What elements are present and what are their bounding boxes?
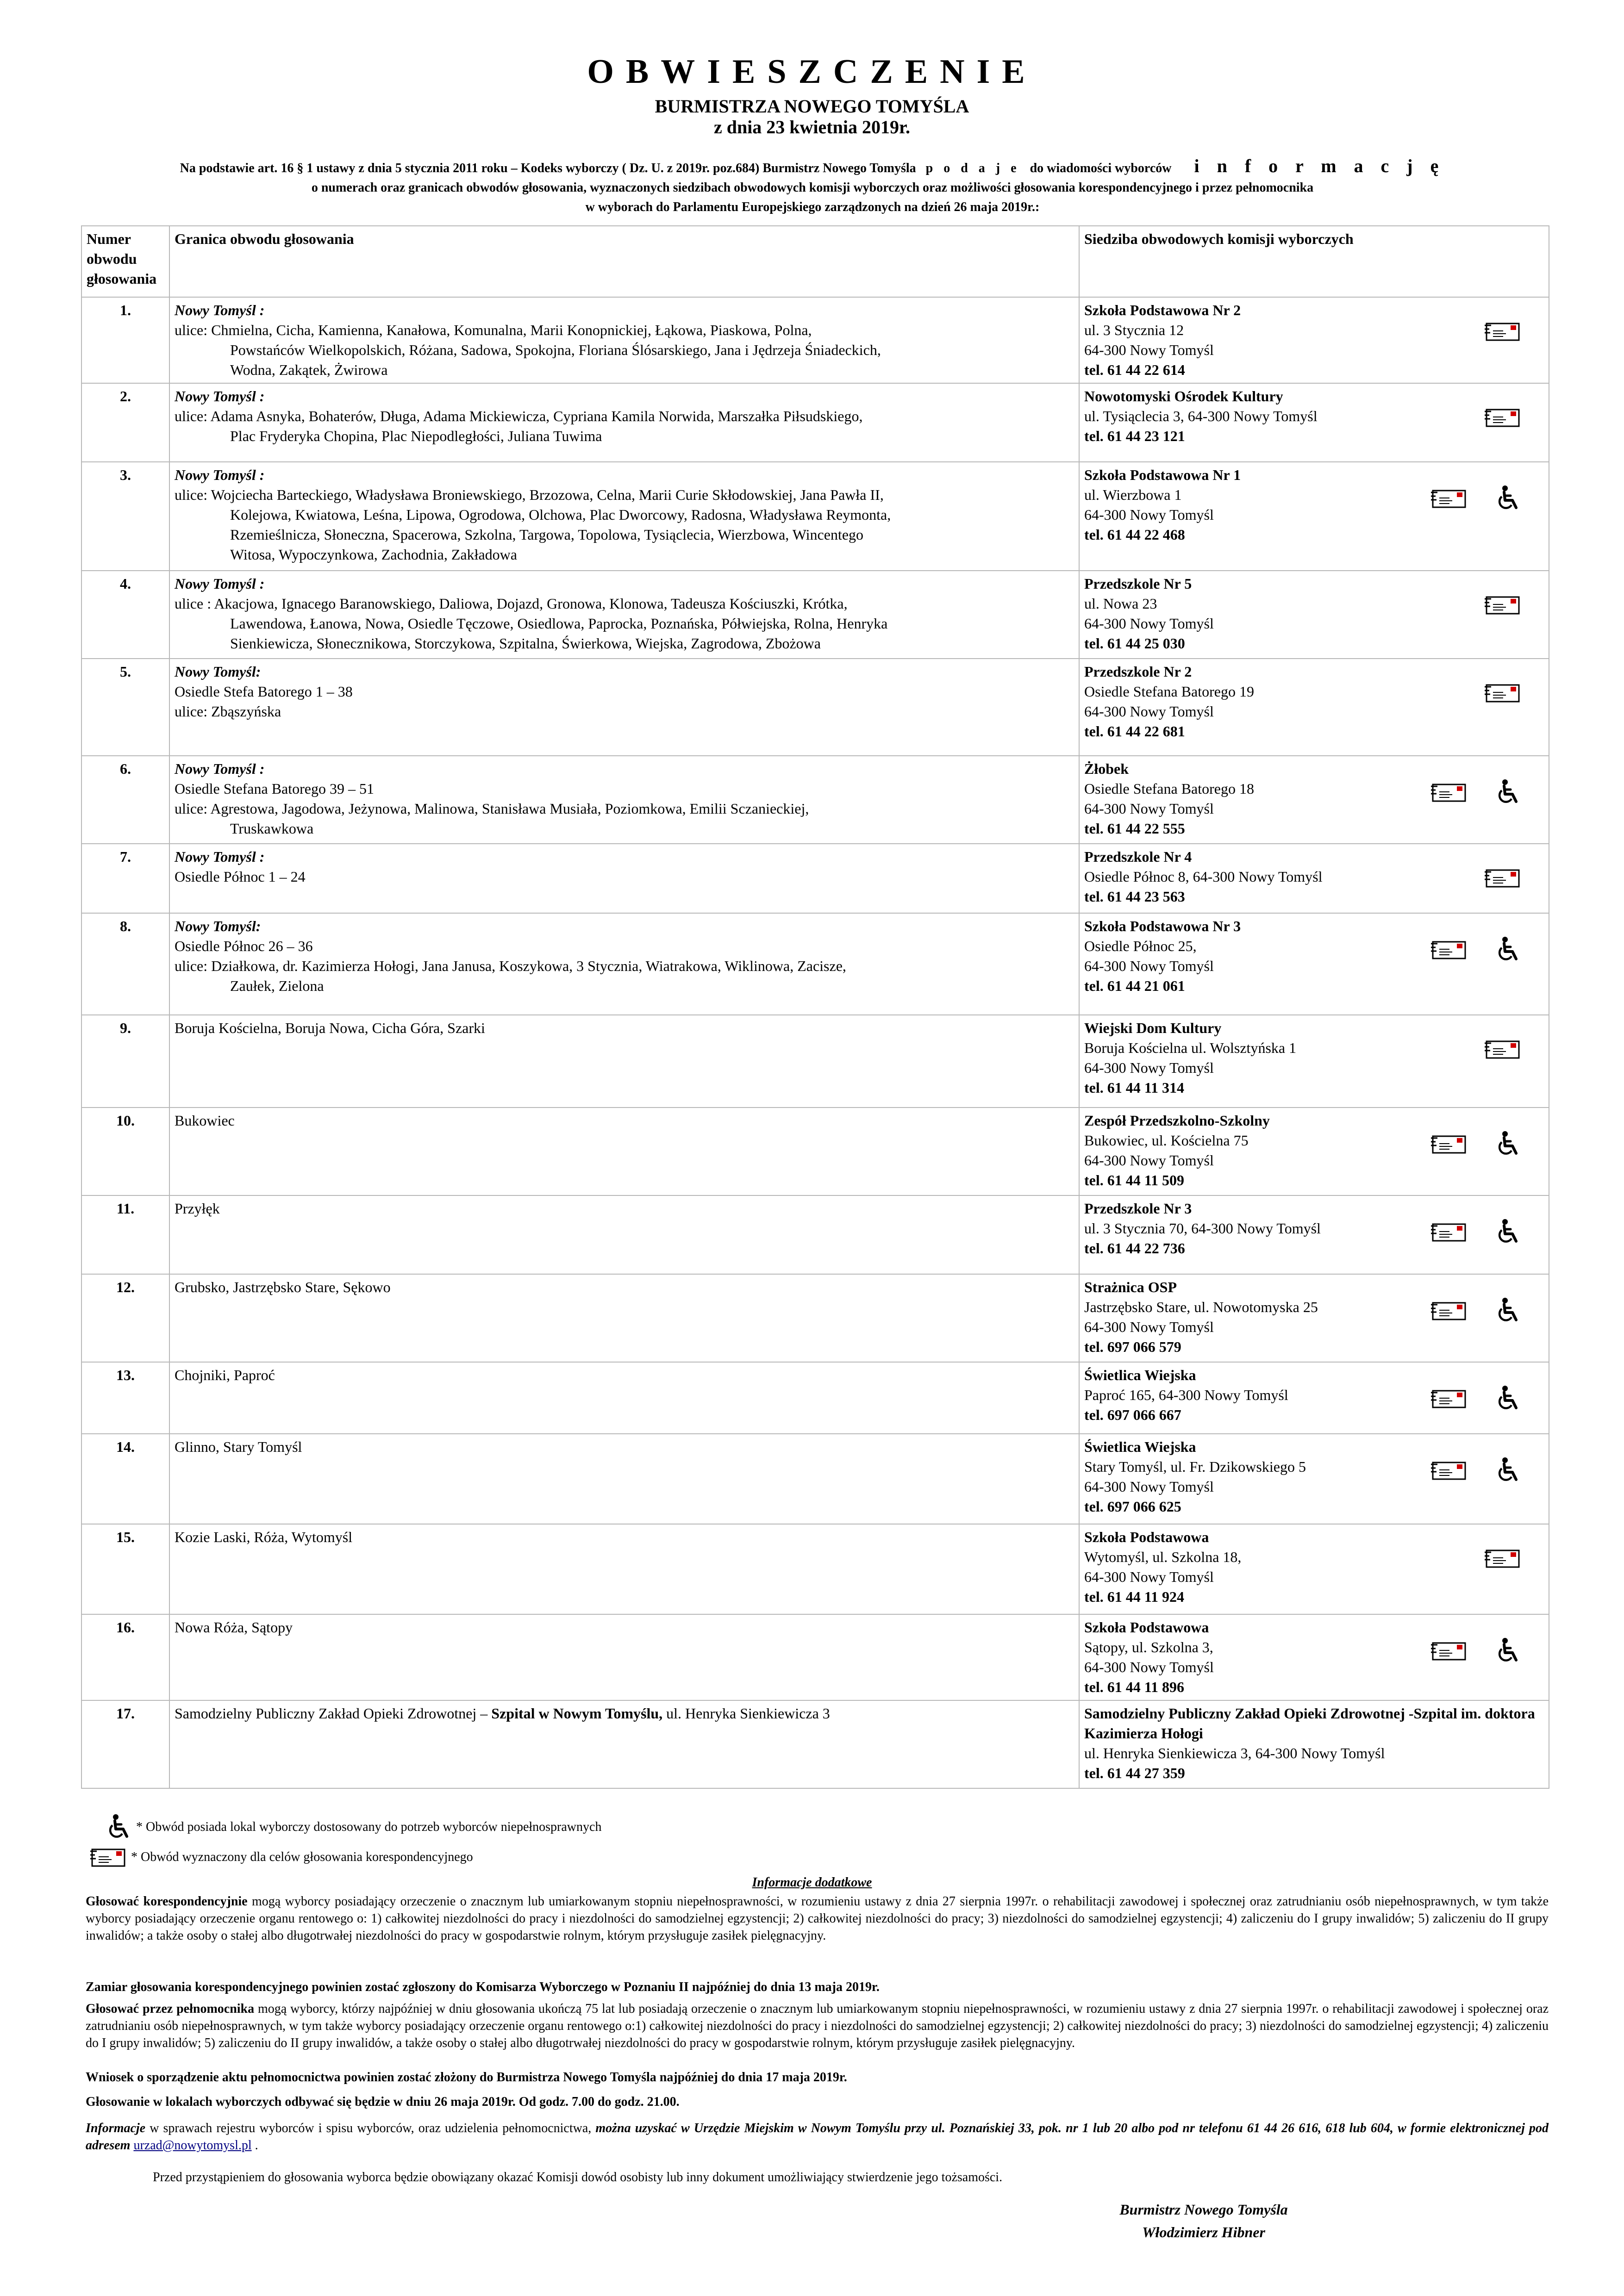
document-subtitle (0, 96, 1624, 138)
town-name: Nowy Tomyśl : (175, 467, 265, 483)
seat-phone: tel. 61 44 21 061 (1084, 977, 1185, 994)
seat-icons (1431, 937, 1521, 963)
envelope-icon (1431, 1221, 1467, 1243)
table-row (81, 1614, 1549, 1700)
seat-address: ul. 3 Stycznia 70, 64-300 Nowy Tomyśl (1084, 1220, 1321, 1237)
commission-seat (1079, 1195, 1549, 1274)
border-line: Plac Fryderyka Chopina, Plac Niepodległości, Juliana Tuwima (230, 428, 602, 444)
seat-phone: tel. 61 44 11 314 (1084, 1079, 1184, 1096)
commission-seat (1079, 1362, 1549, 1434)
envelope-icon (1485, 407, 1521, 428)
commission-seat (1079, 1108, 1549, 1195)
district-number: 17. (81, 1700, 169, 1788)
info-voting-hours: Głosowanie w lokalach wyborczych odbywać się będzie w dniu 26 maja 2019r. Od godz. 7.00 do godz. 21.00. (86, 2095, 680, 2109)
envelope-icon (1431, 1460, 1467, 1481)
border-line: Kolejowa, Kwiatowa, Leśna, Lipowa, Ogrodowa, Olchowa, Plac Dworcowy, Radosna, Władysława Reymonta, (230, 506, 891, 523)
border-line: Osiedle Stefana Batorego 39 – 51 (175, 780, 374, 797)
district-number: 6. (81, 756, 169, 844)
seat-name: Żłobek (1084, 760, 1129, 777)
document-title: OBWIESZCZENIE (587, 53, 1037, 91)
seat-name: Szkoła Podstawowa (1084, 1619, 1209, 1636)
district-number: 5. (81, 659, 169, 756)
border-line: Glinno, Stary Tomyśl (175, 1438, 302, 1455)
commission-seat (1079, 383, 1549, 462)
table-row (81, 1108, 1549, 1195)
district-number: 7. (81, 844, 169, 913)
seat-icons (1431, 485, 1521, 511)
town-name: Nowy Tomyśl : (175, 760, 265, 777)
town-name: Nowy Tomyśl : (175, 848, 265, 865)
district-number: 12. (81, 1274, 169, 1362)
seat-icons (1431, 1131, 1521, 1157)
hospital-pre: Samodzielny Publiczny Zakład Opieki Zdrowotnej – (175, 1705, 492, 1722)
table-row (81, 383, 1549, 462)
commission-seat (1079, 844, 1549, 913)
wheelchair-icon (106, 1814, 131, 1840)
wheelchair-icon (1496, 1638, 1521, 1664)
header-seat: Siedziba obwodowych komisji wyborczych (1079, 226, 1549, 297)
seat-phone: tel. 61 44 23 121 (1084, 428, 1185, 444)
envelope-icon (1431, 1388, 1467, 1409)
seat-icons (1485, 1548, 1521, 1569)
seat-address: ul. Tysiąclecia 3, 64-300 Nowy Tomyśl (1084, 408, 1318, 424)
seat-name: Szkoła Podstawowa Nr 2 (1084, 302, 1241, 318)
district-border (169, 462, 1079, 571)
table-row (81, 913, 1549, 1015)
commission-seat (1079, 571, 1549, 659)
envelope-icon (1485, 594, 1521, 616)
border-line: Zaułek, Zielona (230, 977, 324, 994)
table-row (81, 462, 1549, 571)
seat-phone: tel. 697 066 625 (1084, 1498, 1181, 1515)
wheelchair-icon (1496, 1131, 1521, 1157)
seat-address: ul. Henryka Sienkiewicza 3, 64-300 Nowy Tomyśl (1084, 1745, 1385, 1761)
table-row (81, 1195, 1549, 1274)
table-row (81, 1274, 1549, 1362)
info-correspondence-body: mogą wyborcy posiadający orzeczenie o znacznym lub umiarkowanym stopniu niepełnosprawności, w rozumieniu ustawy z dnia 27 sierpnia 1997r. o rehabilitacji zawodowej i społecznej oraz zatrudnianiu osób niepełnosprawnych, w tym także wyborcy posiadający orzeczenie organu rentowego o: 1) całkowitej niezdolności do pracy i niezdolności do samodzielnej egzystencji; 2) całkowitej niezdolności do pracy; 3) niezdolności do samodzielnej egzystencji; 4) zaliczeniu do I grupy inwalidów; 5) zaliczeniu do II grupy inwalidów; a także osoby o stałej albo długotrwałej niezdolności do pracy w gospodarstwie rolnym, którym przysługuje zasiłek pielęgnacyjny. (86, 1894, 1549, 1943)
seat-phone: tel. 61 44 23 563 (1084, 888, 1185, 905)
district-number: 3. (81, 462, 169, 571)
envelope-icon (1431, 1640, 1467, 1661)
hospital-post: ul. Henryka Sienkiewicza 3 (662, 1705, 830, 1722)
commission-seat (1079, 756, 1549, 844)
seat-phone: tel. 61 44 27 359 (1084, 1765, 1185, 1781)
commission-seat (1079, 462, 1549, 571)
seat-name: Przedszkole Nr 5 (1084, 575, 1192, 592)
district-border (169, 1195, 1079, 1274)
intro-line-2: o numerach oraz granicach obwodów głosowania, wyznaczonych siedzibach obwodowych komisji wyborczych oraz możliwości głosowania korespondencyjnego i przez pełnomocnika (311, 180, 1314, 195)
seat-phone: tel. 61 44 11 896 (1084, 1679, 1184, 1695)
seat-address: Osiedle Północ 25, (1084, 938, 1197, 954)
seat-icons (1431, 1638, 1521, 1664)
seat-address: Wytomyśl, ul. Szkolna 18, (1084, 1549, 1242, 1565)
district-border (169, 1614, 1079, 1700)
seat-phone: tel. 61 44 22 555 (1084, 820, 1185, 837)
seat-icons (1431, 1298, 1521, 1324)
commission-seat (1079, 1015, 1549, 1108)
border-line: ulice: Wojciecha Barteckiego, Władysława Broniewskiego, Brzozowa, Celna, Marii Curie Skłodowskiej, Jana Pawła II, (175, 486, 884, 503)
seat-address: Osiedle Północ 8, 64-300 Nowy Tomyśl (1084, 868, 1323, 885)
table-row (81, 756, 1549, 844)
seat-icons (1485, 407, 1521, 428)
border-line: Osiedle Północ 26 – 36 (175, 938, 313, 954)
border-line (175, 1704, 1074, 1724)
seat-address: 64-300 Nowy Tomyśl (1084, 800, 1214, 817)
seat-address: Jastrzębsko Stare, ul. Nowotomyska 25 (1084, 1299, 1318, 1315)
table-header-row (81, 226, 1549, 297)
seat-address: 64-300 Nowy Tomyśl (1084, 506, 1214, 523)
hospital-name: Szpital w Nowym Tomyślu, (491, 1705, 663, 1722)
seat-phone: tel. 61 44 11 924 (1084, 1588, 1184, 1605)
seat-name: Świetlica Wiejska (1084, 1438, 1196, 1455)
district-border (169, 1524, 1079, 1614)
district-border (169, 571, 1079, 659)
border-line: ulice: Agrestowa, Jagodowa, Jeżynowa, Malinowa, Stanisława Musiała, Poziomkowa, Emilii Sczanieckiej, (175, 800, 809, 817)
envelope-icon (1431, 939, 1467, 960)
issuer: BURMISTRZA NOWEGO TOMYŚLA (655, 96, 969, 117)
district-border (169, 844, 1079, 913)
table-row (81, 844, 1549, 913)
seat-address: Bukowiec, ul. Kościelna 75 (1084, 1132, 1249, 1149)
commission-seat (1079, 1274, 1549, 1362)
envelope-icon (1431, 1300, 1467, 1321)
commission-seat (1079, 1524, 1549, 1614)
info-correspondence-deadline: Zamiar głosowania korespondencyjnego powinien zostać zgłoszony do Komisarza Wyborczego w Poznaniu II najpóźniej do dnia 13 maja 2019r. (86, 1980, 880, 1994)
seat-name: Szkoła Podstawowa Nr 3 (1084, 918, 1241, 934)
seat-icons (1431, 779, 1521, 805)
district-border (169, 1015, 1079, 1108)
table-row (81, 1700, 1549, 1788)
seat-name: Strażnica OSP (1084, 1279, 1177, 1295)
seat-name: Szkoła Podstawowa Nr 1 (1084, 467, 1241, 483)
seat-address: 64-300 Nowy Tomyśl (1084, 1059, 1214, 1076)
district-number: 2. (81, 383, 169, 462)
seat-icons (1431, 1457, 1521, 1483)
border-line: ulice: Zbąszyńska (175, 703, 281, 720)
seat-name: Samodzielny Publiczny Zakład Opieki Zdrowotnej -Szpital im. doktora Kazimierza Hołogi (1084, 1705, 1535, 1742)
seat-name: Przedszkole Nr 2 (1084, 663, 1192, 680)
district-border (169, 383, 1079, 462)
envelope-icon (1431, 1133, 1467, 1155)
border-line: Bukowiec (175, 1112, 235, 1129)
seat-address: Osiedle Stefana Batorego 18 (1084, 780, 1254, 797)
envelope-icon (1431, 782, 1467, 803)
seat-address: ul. 3 Stycznia 12 (1084, 322, 1184, 338)
seat-phone: tel. 61 44 11 509 (1084, 1172, 1184, 1188)
seat-address: 64-300 Nowy Tomyśl (1084, 1659, 1214, 1675)
commission-seat (1079, 297, 1549, 383)
legend-wheelchair (106, 1814, 601, 1840)
seat-address: Osiedle Stefana Batorego 19 (1084, 683, 1254, 700)
commission-seat (1079, 1434, 1549, 1524)
table-row (81, 1362, 1549, 1434)
district-number: 11. (81, 1195, 169, 1274)
commission-seat (1079, 659, 1549, 756)
district-number: 14. (81, 1434, 169, 1524)
wheelchair-icon (1496, 937, 1521, 963)
info-correspondence (86, 1893, 1549, 1944)
seat-phone: tel. 61 44 22 614 (1084, 361, 1185, 378)
issue-date: z dnia 23 kwietnia 2019r. (713, 116, 911, 137)
district-number: 1. (81, 297, 169, 383)
table-row (81, 659, 1549, 756)
additional-info-title: Informacje dodatkowe (752, 1875, 872, 1890)
legend-mail (90, 1847, 473, 1868)
seat-address: Sątopy, ul. Szkolna 3, (1084, 1639, 1213, 1655)
district-number: 8. (81, 913, 169, 1015)
district-border (169, 297, 1079, 383)
seat-address: Stary Tomyśl, ul. Fr. Dzikowskiego 5 (1084, 1458, 1306, 1475)
intro-informacje: i n f o r m a c j ę (1194, 156, 1445, 176)
intro-legal-basis: Na podstawie art. 16 § 1 ustawy z dnia 5 stycznia 2011 roku – Kodeks wyborczy ( Dz. U. z 2019r. poz.684) Burmistrz Nowego Tomyśla (180, 161, 916, 175)
seat-phone: tel. 61 44 22 681 (1084, 723, 1185, 740)
intro-podaje: p o d a j e (925, 161, 1020, 175)
commission-seat (1079, 1614, 1549, 1700)
info-contact-mid: w sprawach rejestru wyborców i spisu wyborców, oraz udzielenia pełnomocnictwa, (145, 2121, 596, 2135)
intro-line-3: w wyborach do Parlamentu Europejskiego zarządzonych na dzień 26 maja 2019r.: (585, 200, 1040, 214)
header-border: Granica obwodu głosowania (169, 226, 1079, 297)
seat-address: 64-300 Nowy Tomyśl (1084, 703, 1214, 720)
seat-name: Świetlica Wiejska (1084, 1367, 1196, 1383)
seat-address: 64-300 Nowy Tomyśl (1084, 342, 1214, 358)
border-line: Kozie Laski, Róża, Wytomyśl (175, 1529, 353, 1545)
border-line: Chojniki, Paproć (175, 1367, 275, 1383)
town-name: Nowy Tomyśl: (175, 918, 261, 934)
district-border (169, 1274, 1079, 1362)
border-line: Wodna, Zakątek, Żwirowa (230, 361, 388, 378)
district-border (169, 659, 1079, 756)
wheelchair-icon (1496, 1386, 1521, 1412)
table-row (81, 1434, 1549, 1524)
border-line: Powstańców Wielkopolskich, Różana, Sadowa, Spokojna, Floriana Ślósarskiego, Jana i Jędrzeja Śniadeckich, (230, 342, 881, 358)
border-line: Lawendowa, Łanowa, Nowa, Osiedle Tęczowe, Osiedlowa, Paprocka, Poznańska, Półwiejska, Rolna, Henryka (230, 615, 888, 632)
district-border (169, 756, 1079, 844)
seat-phone: tel. 61 44 25 030 (1084, 635, 1185, 652)
info-id-requirement: Przed przystąpieniem do głosowania wyborca będzie obowiązany okazać Komisji dowód osobisty lub inny dokument umożliwiający stwierdzenie jego tożsamości. (153, 2170, 1003, 2184)
intro-to-voters: do wiadomości wyborców (1030, 161, 1172, 175)
intro-line-1 (79, 156, 1546, 178)
signature-role: Burmistrz Nowego Tomyśla (1119, 2201, 1288, 2218)
commission-seat (1079, 913, 1549, 1015)
border-line: Witosa, Wypoczynkowa, Zachodnia, Zakładowa (230, 546, 517, 563)
border-line: Sienkiewicza, Słonecznikowa, Storczykowa, Szpitalna, Świerkowa, Wiejska, Zagrodowa, Zbożowa (230, 635, 821, 652)
commission-seat (1079, 1700, 1549, 1788)
seat-address: ul. Wierzbowa 1 (1084, 486, 1182, 503)
envelope-icon (90, 1847, 126, 1868)
info-proxy-body: mogą wyborcy, którzy najpóźniej w dniu głosowania ukończą 75 lat lub posiadają orzeczenie o znacznym lub umiarkowanym stopniu niepełnosprawności, w rozumieniu ustawy z dnia 27 sierpnia 1997r. o rehabilitacji zawodowej i społecznej oraz zatrudnianiu osób niepełnosprawnych, w tym także wyborcy posiadający orzeczenie organu rentowego o:1) całkowitej niezdolności do pracy i niezdolności do samodzielnej egzystencji; 2) całkowitej niezdolności do pracy; 3) niezdolności do samodzielnej egzystencji; 4) zaliczeniu do I grupy inwalidów; 5) zaliczeniu do II grupy inwalidów, a także osoby o stałej albo długotrwałej niezdolności do pracy w gospodarstwie rolnym, którym przysługuje zasiłek pielęgnacyjny. (86, 2002, 1549, 2050)
seat-icons (1431, 1219, 1521, 1245)
border-line: ulice: Działkowa, dr. Kazimierza Hołogi, Jana Janusa, Koszykowa, 3 Stycznia, Wiatrakowa, Wiklinowa, Zacisze, (175, 958, 846, 974)
district-border (169, 1434, 1079, 1524)
seat-icons (1431, 1386, 1521, 1412)
seat-phone: tel. 697 066 579 (1084, 1338, 1181, 1355)
envelope-icon (1485, 321, 1521, 342)
signature-name: Włodzimierz Hibner (1142, 2224, 1265, 2240)
seat-name: Przedszkole Nr 3 (1084, 1200, 1192, 1217)
info-contact-address: można uzyskać w Urzędzie Miejskim w Nowym Tomyślu przy ul. Poznańskiej 33, pok. nr 1 lub 20 albo pod nr telefonu 61 44 26 616, 618 lub 604, w formie elektronicznej pod adresem (86, 2121, 1549, 2153)
wheelchair-icon (1496, 1457, 1521, 1483)
legend-mail-text: * Obwód wyznaczony dla celów głosowania korespondencyjnego (131, 1850, 473, 1864)
envelope-icon (1485, 867, 1521, 889)
envelope-icon (1485, 682, 1521, 703)
table-row (81, 297, 1549, 383)
district-number: 10. (81, 1108, 169, 1195)
seat-icons (1485, 321, 1521, 342)
seat-icons (1485, 594, 1521, 616)
district-number: 4. (81, 571, 169, 659)
border-line: Nowa Róża, Sątopy (175, 1619, 293, 1636)
info-contact-lead: Informacje (86, 2121, 146, 2135)
intro-paragraph (79, 156, 1546, 217)
seat-phone: tel. 697 066 667 (1084, 1406, 1181, 1423)
seat-name: Wiejski Dom Kultury (1084, 1020, 1222, 1036)
district-number: 15. (81, 1524, 169, 1614)
table-row (81, 1015, 1549, 1108)
border-line: Truskawkowa (230, 820, 314, 837)
info-contact-end: . (251, 2138, 258, 2153)
info-proxy-lead: Głosować przez pełnomocnika (86, 2002, 255, 2016)
seat-address: 64-300 Nowy Tomyśl (1084, 1319, 1214, 1335)
wheelchair-icon (1496, 485, 1521, 511)
header-number: Numer obwodu głosowania (81, 226, 169, 297)
town-name: Nowy Tomyśl : (175, 575, 265, 592)
seat-name: Nowotomyski Ośrodek Kultury (1084, 388, 1283, 404)
table-row (81, 571, 1549, 659)
border-line: Boruja Kościelna, Boruja Nowa, Cicha Góra, Szarki (175, 1020, 485, 1036)
seat-phone: tel. 61 44 22 468 (1084, 526, 1185, 543)
wheelchair-icon (1496, 1219, 1521, 1245)
town-name: Nowy Tomyśl: (175, 663, 261, 680)
border-line: ulice : Akacjowa, Ignacego Baranowskiego, Daliowa, Dojazd, Gronowa, Klonowa, Tadeusza Kościuszki, Krótka, (175, 595, 848, 612)
border-line: Osiedle Północ 1 – 24 (175, 868, 306, 885)
border-line: Przyłęk (175, 1200, 220, 1217)
envelope-icon (1431, 488, 1467, 509)
district-border (169, 1362, 1079, 1434)
info-proxy (86, 2000, 1549, 2052)
seat-icons (1485, 867, 1521, 889)
seat-icons (1485, 1039, 1521, 1060)
seat-address: Boruja Kościelna ul. Wolsztyńska 1 (1084, 1039, 1297, 1056)
town-name: Nowy Tomyśl : (175, 302, 265, 318)
seat-address: ul. Nowa 23 (1084, 595, 1157, 612)
table-row (81, 1524, 1549, 1614)
seat-address: Paproć 165, 64-300 Nowy Tomyśl (1084, 1387, 1288, 1403)
info-correspondence-lead: Głosować korespondencyjnie (86, 1894, 248, 1909)
voting-districts-table (81, 225, 1549, 1789)
envelope-icon (1485, 1039, 1521, 1060)
wheelchair-icon (1496, 1298, 1521, 1324)
border-line: ulice: Adama Asnyka, Bohaterów, Długa, Adama Mickiewicza, Cypriana Kamila Norwida, Marszałka Piłsudskiego, (175, 408, 863, 424)
wheelchair-icon (1496, 779, 1521, 805)
district-border (169, 1108, 1079, 1195)
border-line: ulice: Chmielna, Cicha, Kamienna, Kanałowa, Komunalna, Marii Konopnickiej, Łąkowa, Piaskowa, Polna, (175, 322, 812, 338)
info-proxy-deadline: Wniosek o sporządzenie aktu pełnomocnictwa powinien zostać złożony do Burmistrza Nowego Tomyśla najpóźniej do dnia 17 maja 2019r. (86, 2070, 847, 2084)
town-name: Nowy Tomyśl : (175, 388, 265, 404)
legend-wheelchair-text: * Obwód posiada lokal wyborczy dostosowany do potrzeb wyborców niepełnosprawnych (136, 1820, 602, 1834)
seat-name: Szkoła Podstawowa (1084, 1529, 1209, 1545)
seat-address: 64-300 Nowy Tomyśl (1084, 1152, 1214, 1169)
info-contact (86, 2120, 1549, 2154)
seat-name: Zespół Przedszkolno-Szkolny (1084, 1112, 1270, 1129)
email-link[interactable]: urzad@nowytomysl.pl (133, 2138, 252, 2153)
district-border (169, 1700, 1079, 1788)
seat-name: Przedszkole Nr 4 (1084, 848, 1192, 865)
district-number: 9. (81, 1015, 169, 1108)
seat-phone: tel. 61 44 22 736 (1084, 1240, 1185, 1257)
district-border (169, 913, 1079, 1015)
envelope-icon (1485, 1548, 1521, 1569)
seat-address: 64-300 Nowy Tomyśl (1084, 615, 1214, 632)
seat-icons (1485, 682, 1521, 703)
border-line: Grubsko, Jastrzębsko Stare, Sękowo (175, 1279, 391, 1295)
seat-address: 64-300 Nowy Tomyśl (1084, 1478, 1214, 1495)
seat-address: 64-300 Nowy Tomyśl (1084, 1568, 1214, 1585)
district-number: 13. (81, 1362, 169, 1434)
border-line: Osiedle Stefa Batorego 1 – 38 (175, 683, 353, 700)
seat-address: 64-300 Nowy Tomyśl (1084, 958, 1214, 974)
district-number: 16. (81, 1614, 169, 1700)
border-line: Rzemieślnicza, Słoneczna, Spacerowa, Szkolna, Targowa, Topolowa, Tysiąclecia, Wierzbowa, Wincentego (230, 526, 864, 543)
